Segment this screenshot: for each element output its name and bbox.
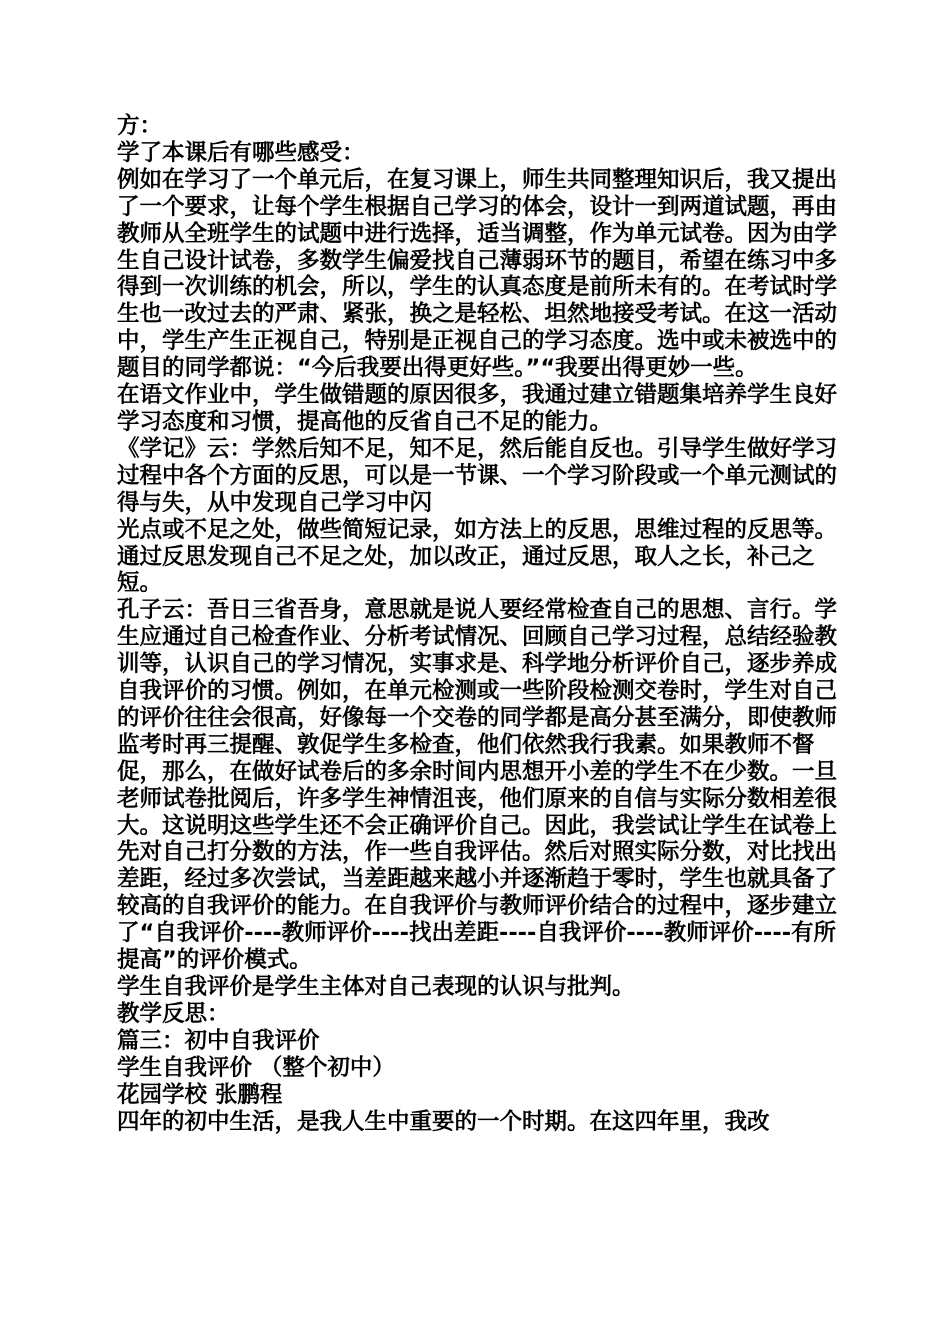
document-body (117, 113, 842, 1135)
paragraph-chinese-homework: 在语文作业中，学生做错题的原因很多，我通过建立错题集培养学生良好学习态度和习惯，提高他的反省自己不足的能力。 (117, 382, 838, 435)
paragraph-example: 例如在学习了一个单元后，在复习课上，师生共同整理知识后，我又提出了一个要求，让每个学生根据自己学习的体会，设计一到两道试题，再由教师从全班学生的试题中进行选择，适当调整，作为单元试卷。因为由学生自己设计试卷，多数学生偏爱找自己薄弱环节的题目，希望在练习中多得到一次训练的机会，所以，学生的认真态度是前所未有的。在考试时学生也一改过去的严肃、紧张，换之是轻松、坦然地接受考试。在这一活动中，学生产生正视自己，特别是正视自己的学习态度。选中或未被选中的题目的同学都说：“今后我要出得更好些。”“我要出得更妙一些。 (117, 166, 838, 382)
paragraph-final: 四年的初中生活，是我人生中重要的一个时期。在这四年里，我改 (117, 1108, 770, 1135)
author-line: 花园学校 张鹏程 (117, 1081, 283, 1108)
paragraph-confucius: 孔子云：吾日三省吾身，意思就是说人要经常检查自己的思想、言行。学生应通过自己检查作业、分析考试情况、回顾自己学习过程，总结经验教训等，认识自己的学习情况，实事求是、科学地分析评价自己，逐步养成自我评价的习惯。例如，在单元检测或一些阶段检测交卷时，学生对自己的评价往往会很高，好像每一个交卷的同学都是高分甚至满分，即使教师监考时再三提醒、敦促学生多检查，他们依然我行我素。如果教师不督促，那么，在做好试卷后的多余时间内思想开小差的学生不在少数。一旦老师试卷批阅后，许多学生神情沮丧，他们原来的自信与实际分数相差很大。这说明这些学生还不会正确评价自己。因此，我尝试让学生在试卷上先对自己打分数的方法，作一些自我评估。然后对照实际分数，对比找出差距，经过多次尝试，当差距越来越小并逐渐趋于零时，学生也就具备了较高的自我评价的能力。在自我评价与教师评价结合的过程中，逐步建立了“自我评价----教师评价----找出差距----自我评价----教师评价----有所提高”的评价模式。 (117, 597, 838, 974)
paragraph-reflection: 光点或不足之处，做些简短记录，如方法上的反思，思维过程的反思等。通过反思发现自己不足之处，加以改正，通过反思，取人之长，补己之短。 (117, 516, 838, 597)
paragraph-xueji: 《学记》云：学然后知不足，知不足，然后能自反也。引导学生做好学习过程中各个方面的反思，可以是一节课、一个学习阶段或一个单元测试的得与失，从中发现自己学习中闪 (117, 435, 838, 516)
section-heading: 篇三：初中自我评价 (117, 1027, 320, 1054)
paragraph-line-2: 学了本课后有哪些感受： (117, 139, 365, 166)
paragraph-self-evaluation: 学生自我评价是学生主体对自己表现的认识与批判。 (117, 974, 635, 1000)
paragraph-line-1: 方： (117, 113, 163, 139)
paragraph-teaching-reflection: 教学反思： (117, 1000, 230, 1027)
document-subtitle: 学生自我评价 （整个初中） (117, 1054, 395, 1081)
